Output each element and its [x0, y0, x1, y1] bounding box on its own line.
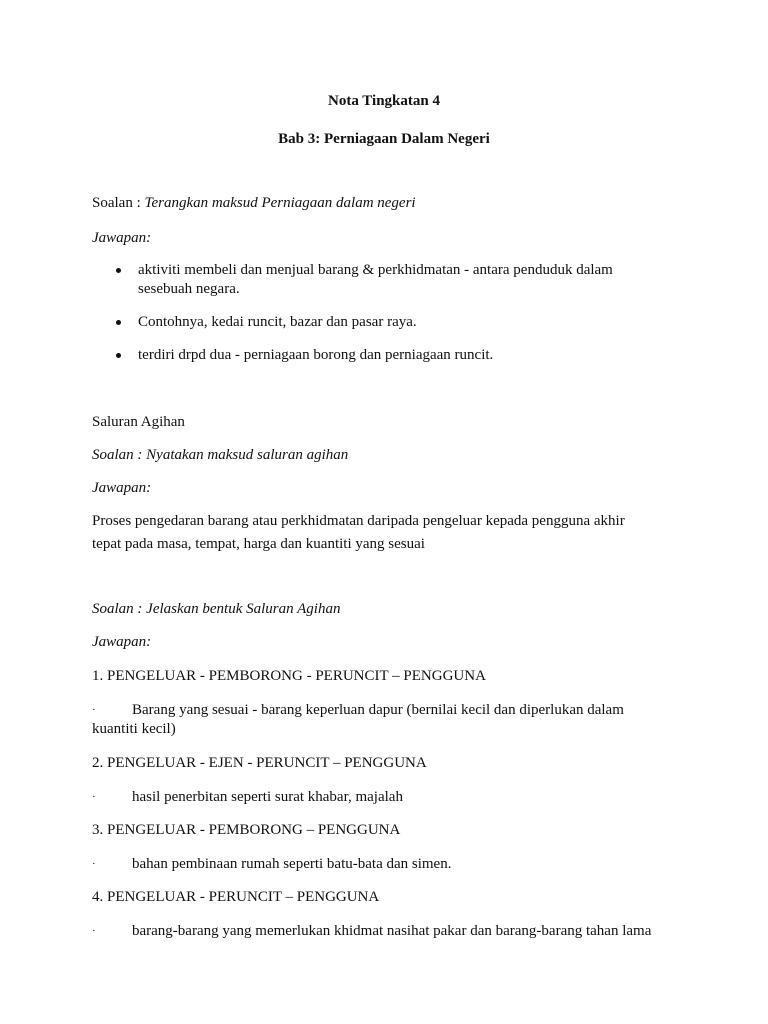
answer-label-text: Jawapan:	[92, 634, 152, 650]
question-3	[92, 600, 340, 618]
answer-label	[92, 633, 151, 651]
question-text: Terangkan maksud Perniagaan dalam negeri	[144, 195, 416, 211]
channel-note: hasil penerbitan seperti surat khabar, majalah	[132, 789, 403, 805]
bullet-icon	[116, 268, 121, 273]
bullet-icon	[116, 320, 121, 325]
doc-title: Nota Tingkatan 4	[328, 93, 440, 109]
question-prefix: Soalan :	[92, 195, 145, 211]
channel-heading: 3. PENGELUAR - PEMBORONG – PENGGUNA	[92, 822, 401, 838]
list-item: aktiviti membeli dan menjual barang & perkhidmatan - antara penduduk dalam	[138, 262, 613, 278]
answer-label	[92, 479, 151, 497]
section-heading: Saluran Agihan	[92, 414, 185, 430]
answer-text: Proses pengedaran barang atau perkhidmatan daripada pengeluar kepada pengguna akhir	[92, 513, 625, 529]
channel-heading: 1. PENGELUAR - PEMBORONG - PERUNCIT – PENGGUNA	[92, 668, 486, 684]
question-text: Soalan : Jelaskan bentuk Saluran Agihan	[92, 601, 341, 617]
channel-note-cont: kuantiti kecil)	[92, 721, 176, 737]
question-text: Soalan : Nyatakan maksud saluran agihan	[92, 447, 349, 463]
channel-note: barang-barang yang memerlukan khidmat nasihat pakar dan barang-barang tahan lama	[132, 923, 652, 939]
list-item: terdiri drpd dua - perniagaan borong dan perniagaan runcit.	[138, 347, 494, 363]
question-1	[92, 194, 416, 212]
channel-note: bahan pembinaan rumah seperti batu-bata dan simen.	[132, 856, 452, 872]
middle-dot-icon: ·	[92, 858, 96, 870]
answer-label-text: Jawapan:	[92, 230, 152, 246]
channel-note: Barang yang sesuai - barang keperluan dapur (bernilai kecil dan diperlukan dalam	[132, 702, 624, 718]
chapter-title: Bab 3: Perniagaan Dalam Negeri	[278, 131, 490, 147]
question-2	[92, 446, 348, 464]
bullet-icon	[116, 353, 121, 358]
channel-heading: 4. PENGELUAR - PERUNCIT – PENGGUNA	[92, 889, 380, 905]
middle-dot-icon: ·	[92, 791, 96, 803]
list-item-cont: sesebuah negara.	[138, 281, 240, 297]
middle-dot-icon: ·	[92, 925, 96, 937]
middle-dot-icon: ·	[92, 704, 96, 716]
channel-heading: 2. PENGELUAR - EJEN - PERUNCIT – PENGGUNA	[92, 755, 427, 771]
answer-text-cont: tepat pada masa, tempat, harga dan kuantiti yang sesuai	[92, 536, 425, 552]
answer-label-text: Jawapan:	[92, 480, 152, 496]
list-item: Contohnya, kedai runcit, bazar dan pasar raya.	[138, 314, 417, 330]
answer-label	[92, 229, 151, 247]
